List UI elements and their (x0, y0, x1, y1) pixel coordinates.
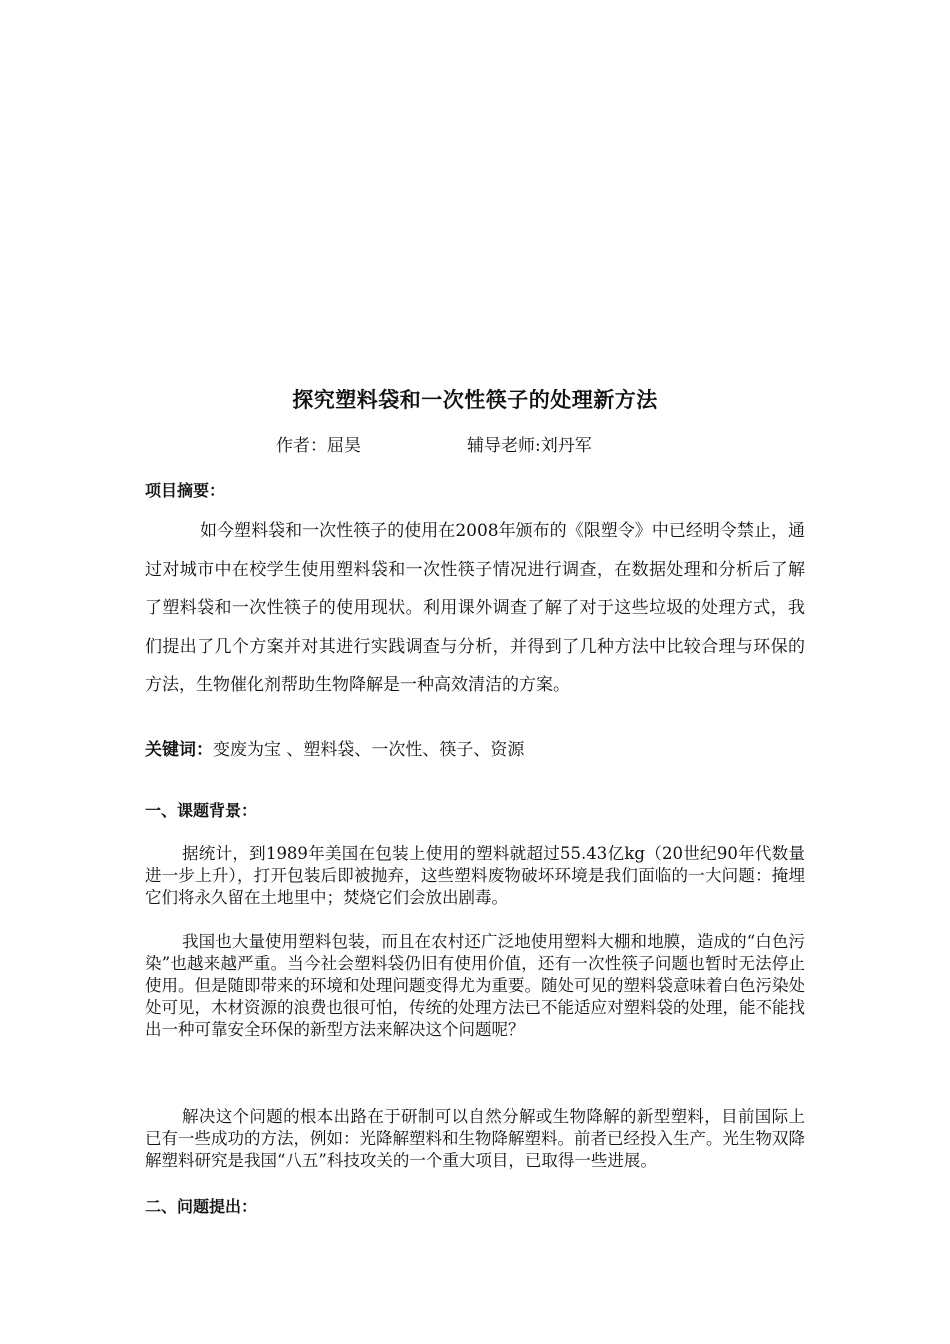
author-name: 作者：屈昊 (276, 436, 361, 456)
keywords-text: 变废为宝 、塑料袋、一次性、筷子、资源 (213, 740, 525, 760)
keywords-label: 关键词： (145, 740, 213, 760)
keywords-line (145, 736, 524, 764)
document-title: 探究塑料袋和一次性筷子的处理新方法 (292, 387, 658, 412)
advisor-name: 辅导老师:刘丹军 (467, 436, 592, 456)
abstract-heading: 项目摘要： (145, 481, 226, 500)
section-2-heading: 二、问题提出： (145, 1197, 258, 1216)
section-1-heading: 一、课题背景： (145, 801, 258, 820)
abstract-paragraph: 如今塑料袋和一次性筷子的使用在2008年颁布的《限塑令》中已经明令禁止，通过对城市中在校学生使用塑料袋和一次性筷子情况进行调查，在数据处理和分析后了解了塑料袋和一次性筷子的使用现状。利用课外调查了解了对于这些垃圾的处理方式，我们提出了几个方案并对其进行实践调查与分析，并得到了几种方法中比较合理与环保的方法，生物催化剂帮助生物降解是一种高效清洁的方案。 (145, 521, 805, 695)
background-paragraph-2: 我国也大量使用塑料包装，而且在农村还广泛地使用塑料大棚和地膜，造成的“白色污染”也越来越严重。当今社会塑料袋仍旧有使用价值，还有一次性筷子问题也暂时无法停止使用。但是随即带来的环境和处理问题变得尤为重要。随处可见的塑料袋意味着白色污染处处可见，木材资源的浪费也很可怕，传统的处理方法已不能适应对塑料袋的处理，能不能找出一种可靠安全环保的新型方法来解决这个问题呢？ (145, 932, 805, 1039)
background-paragraph-1: 据统计，到1989年美国在包装上使用的塑料就超过55.43亿kg（20世纪90年代数量进一步上升），打开包装后即被抛弃，这些塑料废物破坏环境是我们面临的一大问题：掩埋它们将永久留在土地里中；焚烧它们会放出剧毒。 (145, 844, 805, 907)
background-paragraph-3: 解决这个问题的根本出路在于研制可以自然分解或生物降解的新型塑料，目前国际上已有一些成功的方法，例如：光降解塑料和生物降解塑料。前者已经投入生产。光生物双降解塑料研究是我国“八五”科技攻关的一个重大项目，已取得一些进展。 (145, 1107, 805, 1170)
